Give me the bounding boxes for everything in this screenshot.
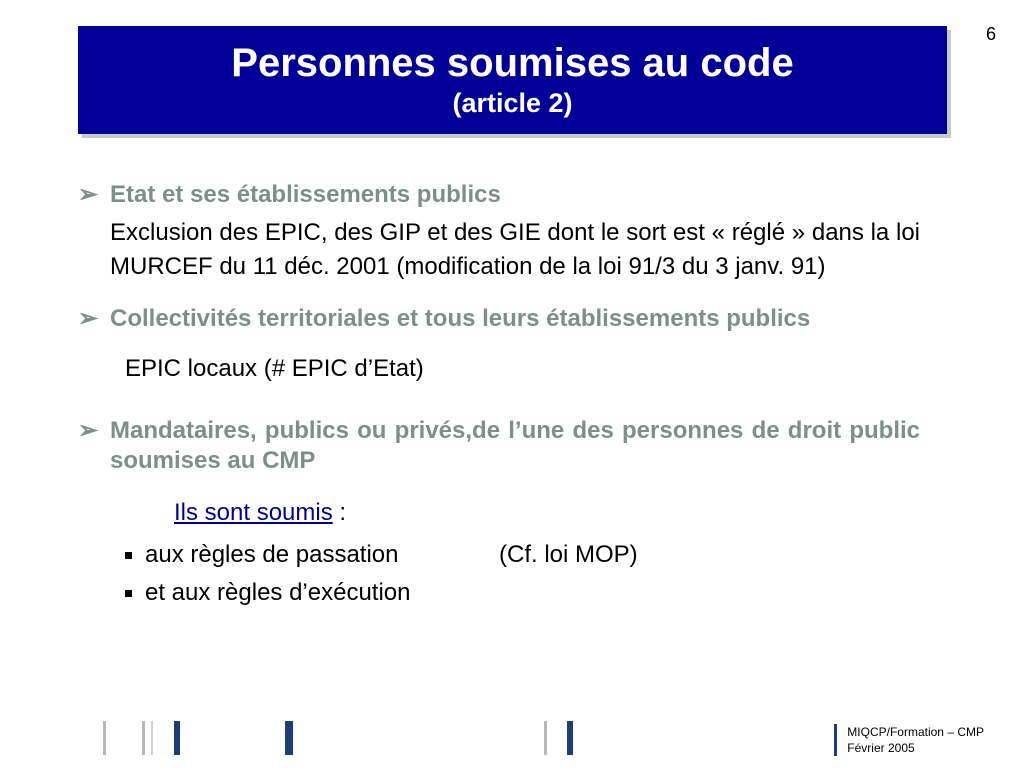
square-bullet-icon xyxy=(125,590,132,597)
page-subtitle: (article 2) xyxy=(452,88,573,118)
list-item xyxy=(125,540,920,570)
list-item xyxy=(125,578,920,608)
decorative-bar xyxy=(567,721,573,755)
bullet-heading: Collectivités territoriales et tous leurs établissements publics xyxy=(110,305,811,332)
bullet-etat xyxy=(78,180,920,210)
soumis-intro xyxy=(78,496,920,530)
decorative-bar xyxy=(544,721,547,755)
square-bullet-icon xyxy=(125,552,132,559)
list-item-note: (Cf. loi MOP) xyxy=(499,541,638,568)
decorative-bar xyxy=(151,721,153,755)
arrow-bullet-icon: ➢ xyxy=(78,181,99,208)
footer-line1: MIQCP/Formation – CMP xyxy=(847,725,984,739)
bullet-heading: Mandataires, publics ou privés,de l’une des personnes de droit public soumises au CMP xyxy=(110,417,920,474)
page-title: Personnes soumises au code xyxy=(231,41,794,85)
decorative-bar xyxy=(103,721,106,755)
slide-content xyxy=(78,180,920,608)
bullet-collectivites-text: EPIC locaux (# EPIC d’Etat) xyxy=(125,355,424,382)
bullet-etat-text: Exclusion des EPIC, des GIP et des GIE dont le sort est « réglé » dans la loi MURCEF du 11 déc. 2001 (modification de la loi 91/3 du 3 janv. 91) xyxy=(110,219,920,280)
footer-info xyxy=(834,724,984,756)
decorative-bar xyxy=(142,721,145,755)
soumis-underlined: Ils sont soumis xyxy=(174,499,333,526)
list-item-text: aux règles de passation xyxy=(145,541,399,568)
arrow-bullet-icon: ➢ xyxy=(78,305,99,332)
bullet-heading: Etat et ses établissements publics xyxy=(110,181,501,208)
decorative-bar xyxy=(174,721,180,755)
decorative-bar xyxy=(285,721,293,755)
title-banner xyxy=(78,26,947,134)
arrow-bullet-icon: ➢ xyxy=(78,417,99,444)
slide-number: 6 xyxy=(985,24,996,44)
soumis-colon: : xyxy=(332,499,347,526)
footer-line2: Février 2005 xyxy=(847,741,915,755)
bullet-collectivites xyxy=(78,304,920,334)
list-item-text: et aux règles d’exécution xyxy=(145,579,411,606)
bullet-mandataires xyxy=(78,416,920,476)
